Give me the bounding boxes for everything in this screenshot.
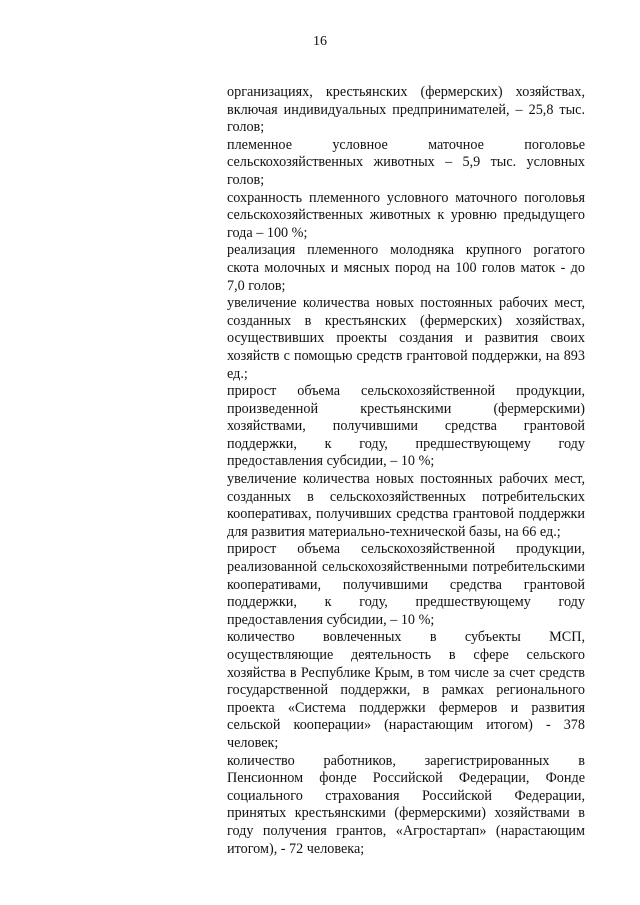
paragraph-livestock-count: организациях, крестьянских (фермерских) хозяйствах, включая индивидуальных предпринимателей, – 25,8 тыс. голов; — [227, 84, 585, 136]
paragraph-registered-workers: количество работников, зарегистрированных в Пенсионном фонде Российской Федерации, Фонде социального страхования Российской Федерации, принятых крестьянскими (фермерскими) хозяйствами в году получения грантов, «Агростартап» (нарастающим итогом), - 72 человека; — [227, 752, 585, 857]
document-body — [227, 84, 585, 858]
paragraph-cooperative-production-growth: прирост объема сельскохозяйственной продукции, реализованной сельскохозяйственными потребительскими кооперативами, получившими средства грантовой поддержки, к году, предшествующему году предоставления субсидии, – 10 %; — [227, 541, 585, 628]
paragraph-farm-jobs: увеличение количества новых постоянных рабочих мест, созданных в крестьянских (фермерских) хозяйствах, осуществивших проекты создания и развития своих хозяйств с помощью средств грантовой поддержки, на 893 ед.; — [227, 295, 585, 382]
paragraph-breeding-stock-preservation: сохранность племенного условного маточного поголовья сельскохозяйственных животных к уровню предыдущего года – 100 %; — [227, 189, 585, 241]
paragraph-msp-involved: количество вовлеченных в субъекты МСП, осуществляющие деятельность в сфере сельского хозяйства в Республике Крым, в том числе за счет средств государственной поддержки, в рамках регионального проекта «Система поддержки фермеров и развития сельской кооперации» (нарастающим итогом) - 378 человек; — [227, 629, 585, 751]
paragraph-young-stock-sales: реализация племенного молодняка крупного рогатого скота молочных и мясных пород на 100 голов маток - до 7,0 голов; — [227, 242, 585, 294]
paragraph-breeding-stock: племенное условное маточное поголовье сельскохозяйственных животных – 5,9 тыс. условных голов; — [227, 136, 585, 188]
page-number: 16 — [313, 34, 327, 49]
paragraph-cooperative-jobs: увеличение количества новых постоянных рабочих мест, созданных в сельскохозяйственных потребительских кооперативах, получивших средства грантовой поддержки для развития материально-технической базы, на 66 ед.; — [227, 471, 585, 540]
paragraph-farm-production-growth: прирост объема сельскохозяйственной продукции, произведенной крестьянскими (фермерскими) хозяйствами, получившими средства грантовой поддержки, к году, предшествующему году предоставления субсидии, – 10 %; — [227, 383, 585, 470]
